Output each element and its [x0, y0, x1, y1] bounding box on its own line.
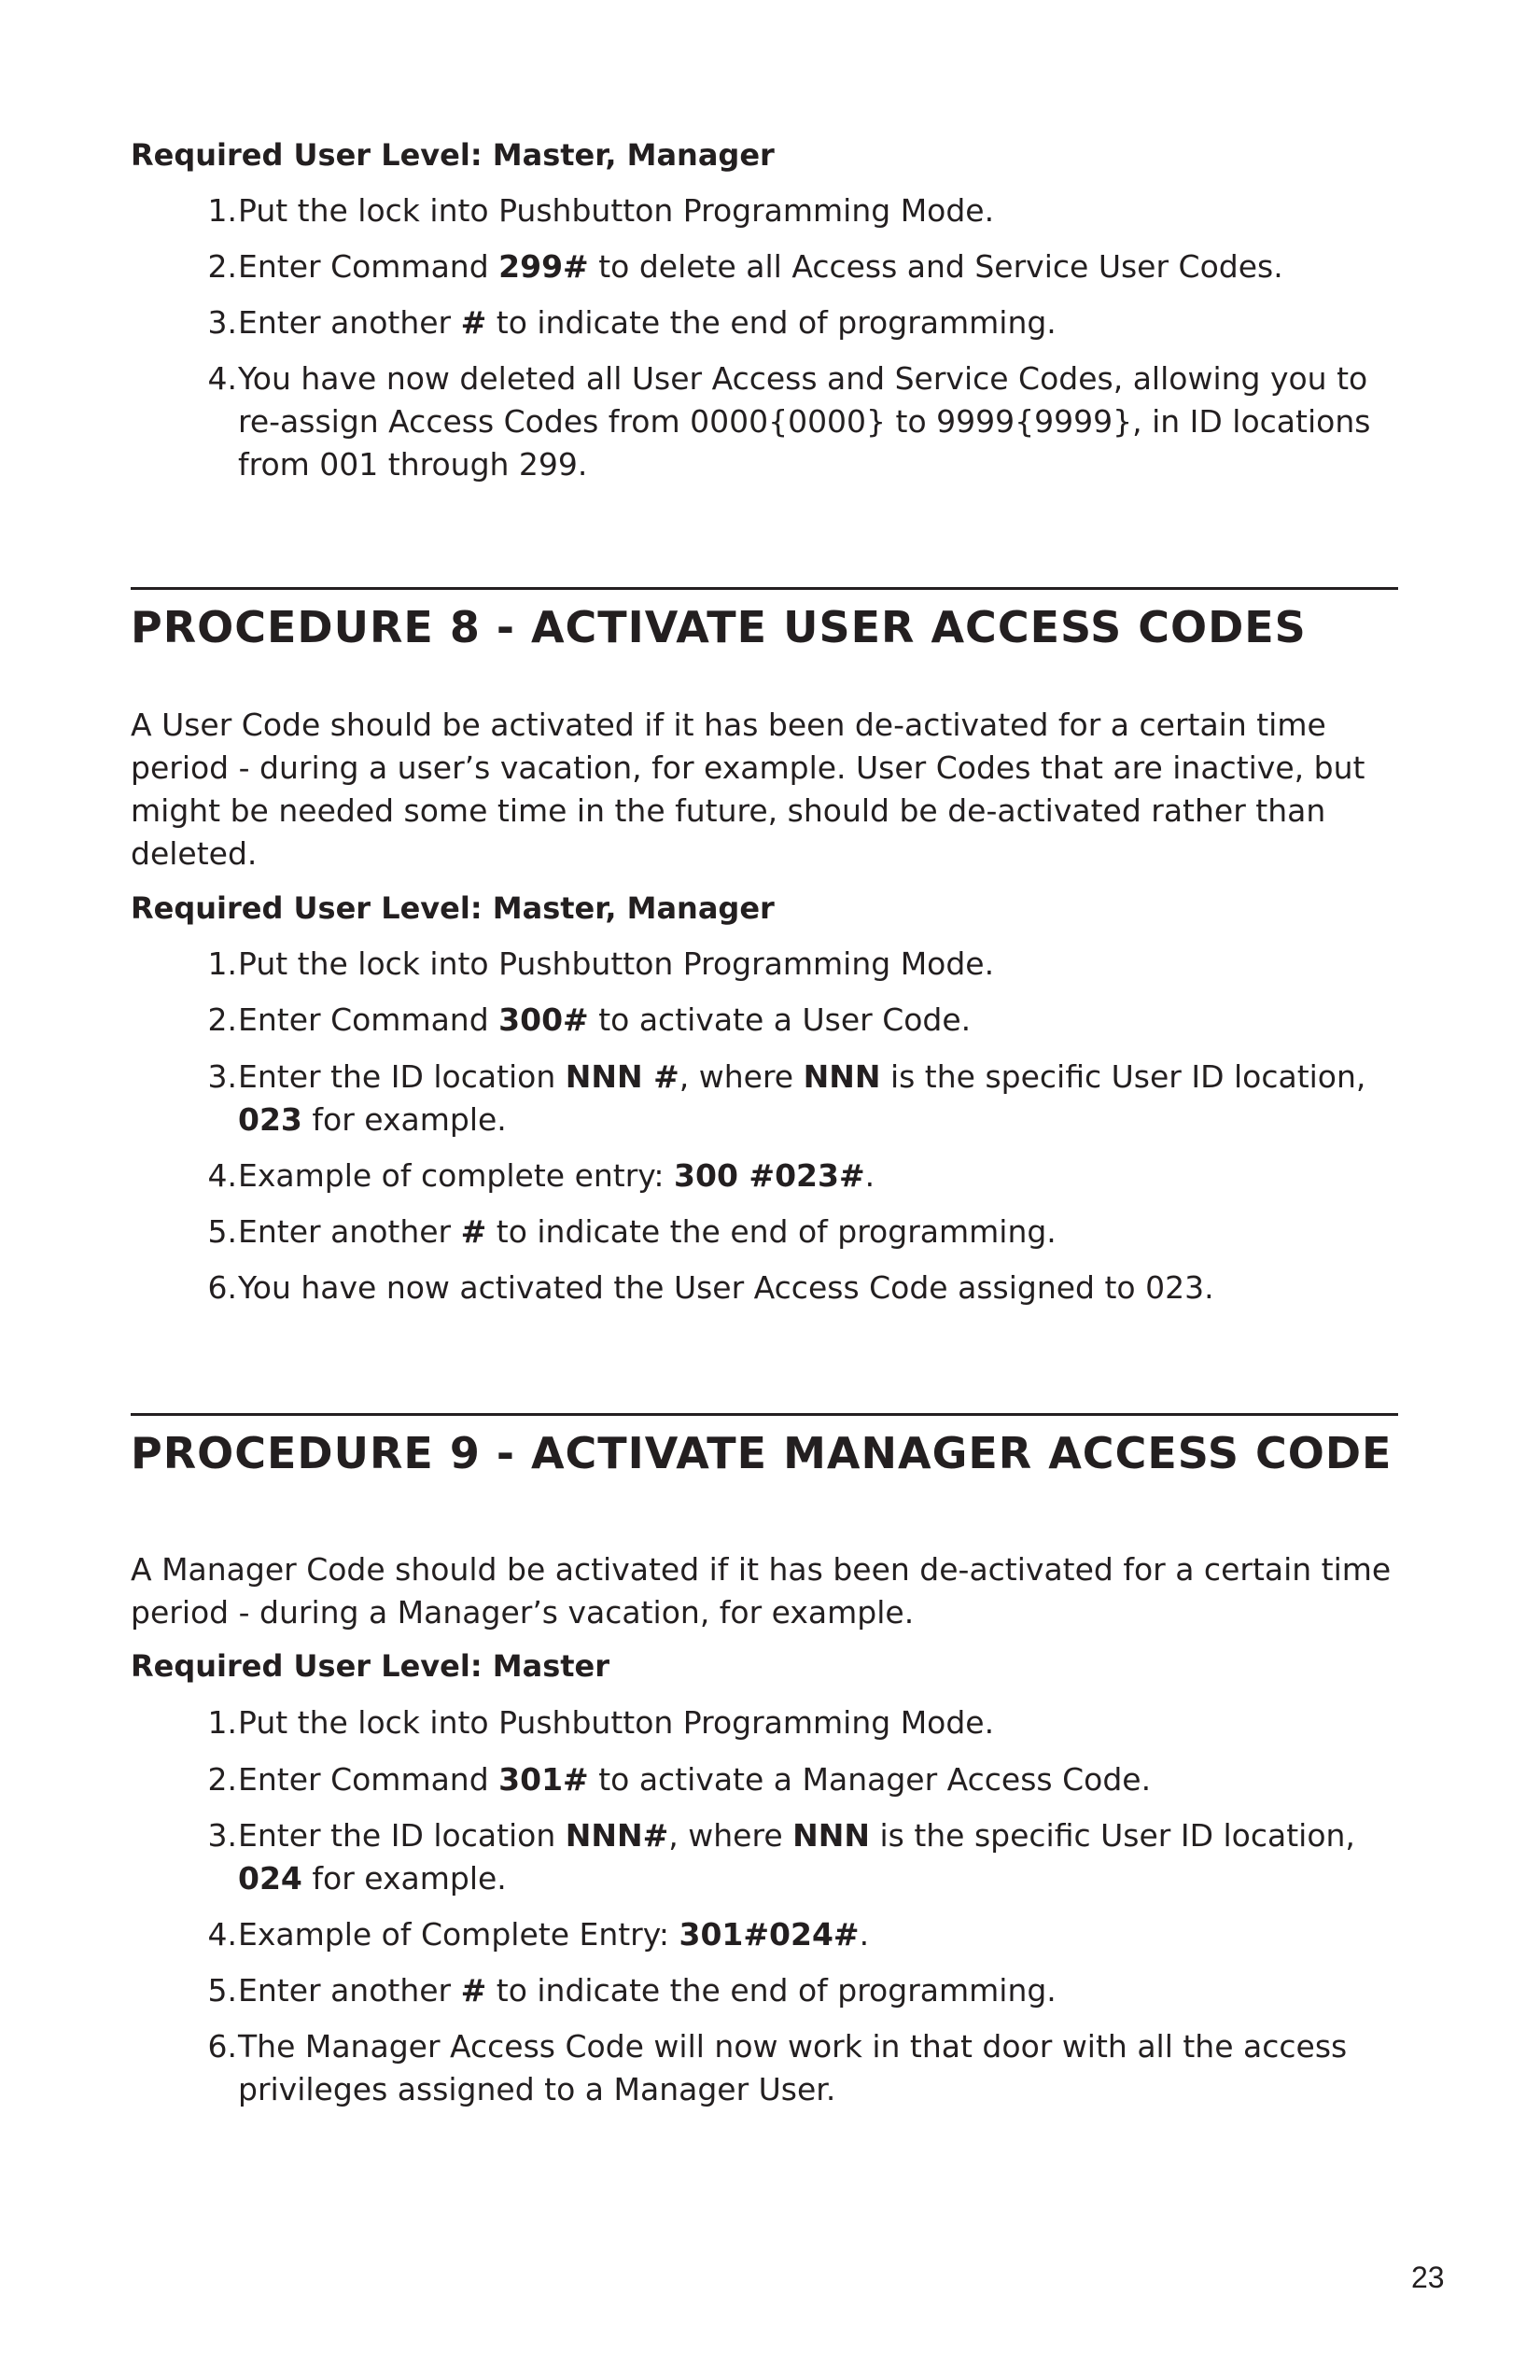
step-item: [198, 943, 1402, 986]
step-text-run: for example.: [301, 1101, 507, 1138]
step-item: [198, 999, 1402, 1042]
step-text-run: to activate a User Code.: [588, 1001, 972, 1038]
command-text: #: [460, 304, 487, 341]
step-text: [238, 1814, 1402, 1900]
step-text-run: Enter another: [238, 1213, 461, 1250]
step-item: [198, 1211, 1402, 1253]
step-text: [238, 1211, 1402, 1253]
procedure-9-intro: A Manager Code should be activated if it has been de-activated for a certain time period - during a Manager’s vacation, for example.: [131, 1551, 1392, 1631]
step-number: 3.: [207, 1817, 237, 1854]
command-text: NNN #: [565, 1058, 679, 1095]
step-text: [238, 301, 1402, 344]
step-number: 4.: [207, 1916, 237, 1953]
step-text-run: Put the lock into Pushbutton Programming Mode.: [238, 192, 995, 229]
step-text-run: Enter another: [238, 304, 461, 341]
step-text-run: is the specific User ID location,: [880, 1058, 1366, 1095]
step-text-run: Example of complete entry:: [238, 1157, 675, 1194]
step-text-run: Example of Complete Entry:: [238, 1916, 679, 1953]
required-user-level: Required User Level: Master, Manager: [131, 137, 775, 173]
command-text: 024: [238, 1860, 302, 1897]
step-item: [198, 357, 1402, 486]
step-text-run: .: [864, 1157, 875, 1194]
command-text: #: [460, 1213, 487, 1250]
step-item: [198, 1814, 1402, 1900]
step-text: [238, 1758, 1402, 1801]
step-text-run: Put the lock into Pushbutton Programming Mode.: [238, 1704, 995, 1741]
step-item: [198, 1969, 1402, 2012]
step-text-run: to indicate the end of programming.: [486, 1972, 1057, 2009]
step-item: [198, 1056, 1402, 1141]
step-text: [238, 1056, 1402, 1141]
step-text-run: Enter the ID location: [238, 1058, 566, 1095]
step-text: [238, 1969, 1402, 2012]
step-text: [238, 189, 1402, 232]
step-text-run: Enter another: [238, 1972, 461, 2009]
step-text: [238, 1267, 1402, 1309]
step-number: 3.: [207, 304, 237, 341]
step-item: [198, 2025, 1402, 2111]
step-item: [198, 189, 1402, 232]
step-text-run: , where: [679, 1058, 804, 1095]
step-text: [238, 1913, 1402, 1956]
section-divider: [131, 587, 1398, 590]
step-text: [238, 245, 1402, 288]
step-number: 1.: [207, 945, 237, 982]
step-number: 4.: [207, 360, 237, 397]
page-number: 23: [1411, 2261, 1445, 2294]
step-number: 3.: [207, 1058, 237, 1095]
step-text-run: Enter Command: [238, 248, 499, 285]
command-text: #: [460, 1972, 487, 2009]
step-number: 6.: [207, 1269, 237, 1306]
step-item: [198, 1913, 1402, 1956]
step-text-run: You have now deleted all User Access and Service Codes, allowing you to re-assign Access Codes from 0000{0000} to 9999{9999}, in ID locations from 001 through 299.: [238, 360, 1371, 483]
step-item: [198, 1758, 1402, 1801]
step-text-run: Enter Command: [238, 1001, 499, 1038]
step-number: 2.: [207, 248, 237, 285]
step-item: [198, 1267, 1402, 1309]
step-number: 2.: [207, 1761, 237, 1798]
step-text: [238, 2025, 1402, 2111]
step-text-run: is the specific User ID location,: [869, 1817, 1355, 1854]
step-number: 6.: [207, 2028, 237, 2065]
step-text-run: for example.: [301, 1860, 507, 1897]
command-text: 300#: [498, 1001, 589, 1038]
command-text: 300 #023#: [674, 1157, 865, 1194]
command-text: 299#: [498, 248, 589, 285]
step-text-run: Enter the ID location: [238, 1817, 566, 1854]
step-text-run: , where: [668, 1817, 793, 1854]
step-text: [238, 999, 1402, 1042]
procedure-8-intro: A User Code should be activated if it has been de-activated for a certain time period - during a user’s vacation, for example. User Codes that are inactive, but might be needed some time in the future, should be de-activated rather than deleted.: [131, 707, 1365, 872]
step-text: [238, 943, 1402, 986]
required-user-level: Required User Level: Master, Manager: [131, 890, 775, 926]
command-text: NNN#: [565, 1817, 669, 1854]
section-divider: [131, 1413, 1398, 1416]
step-number: 5.: [207, 1972, 237, 2009]
step-text-run: .: [859, 1916, 870, 1953]
step-text-run: The Manager Access Code will now work in that door with all the access privileges assigned to a Manager User.: [238, 2028, 1348, 2107]
command-text: 301#024#: [679, 1916, 860, 1953]
step-item: [198, 245, 1402, 288]
step-text-run: Enter Command: [238, 1761, 499, 1798]
procedure-9-heading: PROCEDURE 9 - ACTIVATE MANAGER ACCESS CODE: [131, 1428, 1393, 1478]
command-text: 301#: [498, 1761, 589, 1798]
step-item: [198, 1155, 1402, 1197]
step-item: [198, 1701, 1402, 1744]
step-text-run: to indicate the end of programming.: [486, 1213, 1057, 1250]
step-text-run: Put the lock into Pushbutton Programming Mode.: [238, 945, 995, 982]
step-number: 2.: [207, 1001, 237, 1038]
step-number: 1.: [207, 1704, 237, 1741]
procedure-8-heading: PROCEDURE 8 - ACTIVATE USER ACCESS CODES: [131, 602, 1307, 652]
step-number: 5.: [207, 1213, 237, 1250]
step-text: [238, 357, 1402, 486]
command-text: 023: [238, 1101, 302, 1138]
step-number: 1.: [207, 192, 237, 229]
step-text: [238, 1155, 1402, 1197]
command-text: NNN: [792, 1817, 870, 1854]
step-text-run: to delete all Access and Service User Codes.: [588, 248, 1283, 285]
command-text: NNN: [803, 1058, 881, 1095]
required-user-level: Required User Level: Master: [131, 1648, 610, 1684]
step-text-run: to activate a Manager Access Code.: [588, 1761, 1152, 1798]
step-number: 4.: [207, 1157, 237, 1194]
step-text: [238, 1701, 1402, 1744]
step-text-run: to indicate the end of programming.: [486, 304, 1057, 341]
step-text-run: You have now activated the User Access Code assigned to 023.: [238, 1269, 1214, 1306]
step-item: [198, 301, 1402, 344]
